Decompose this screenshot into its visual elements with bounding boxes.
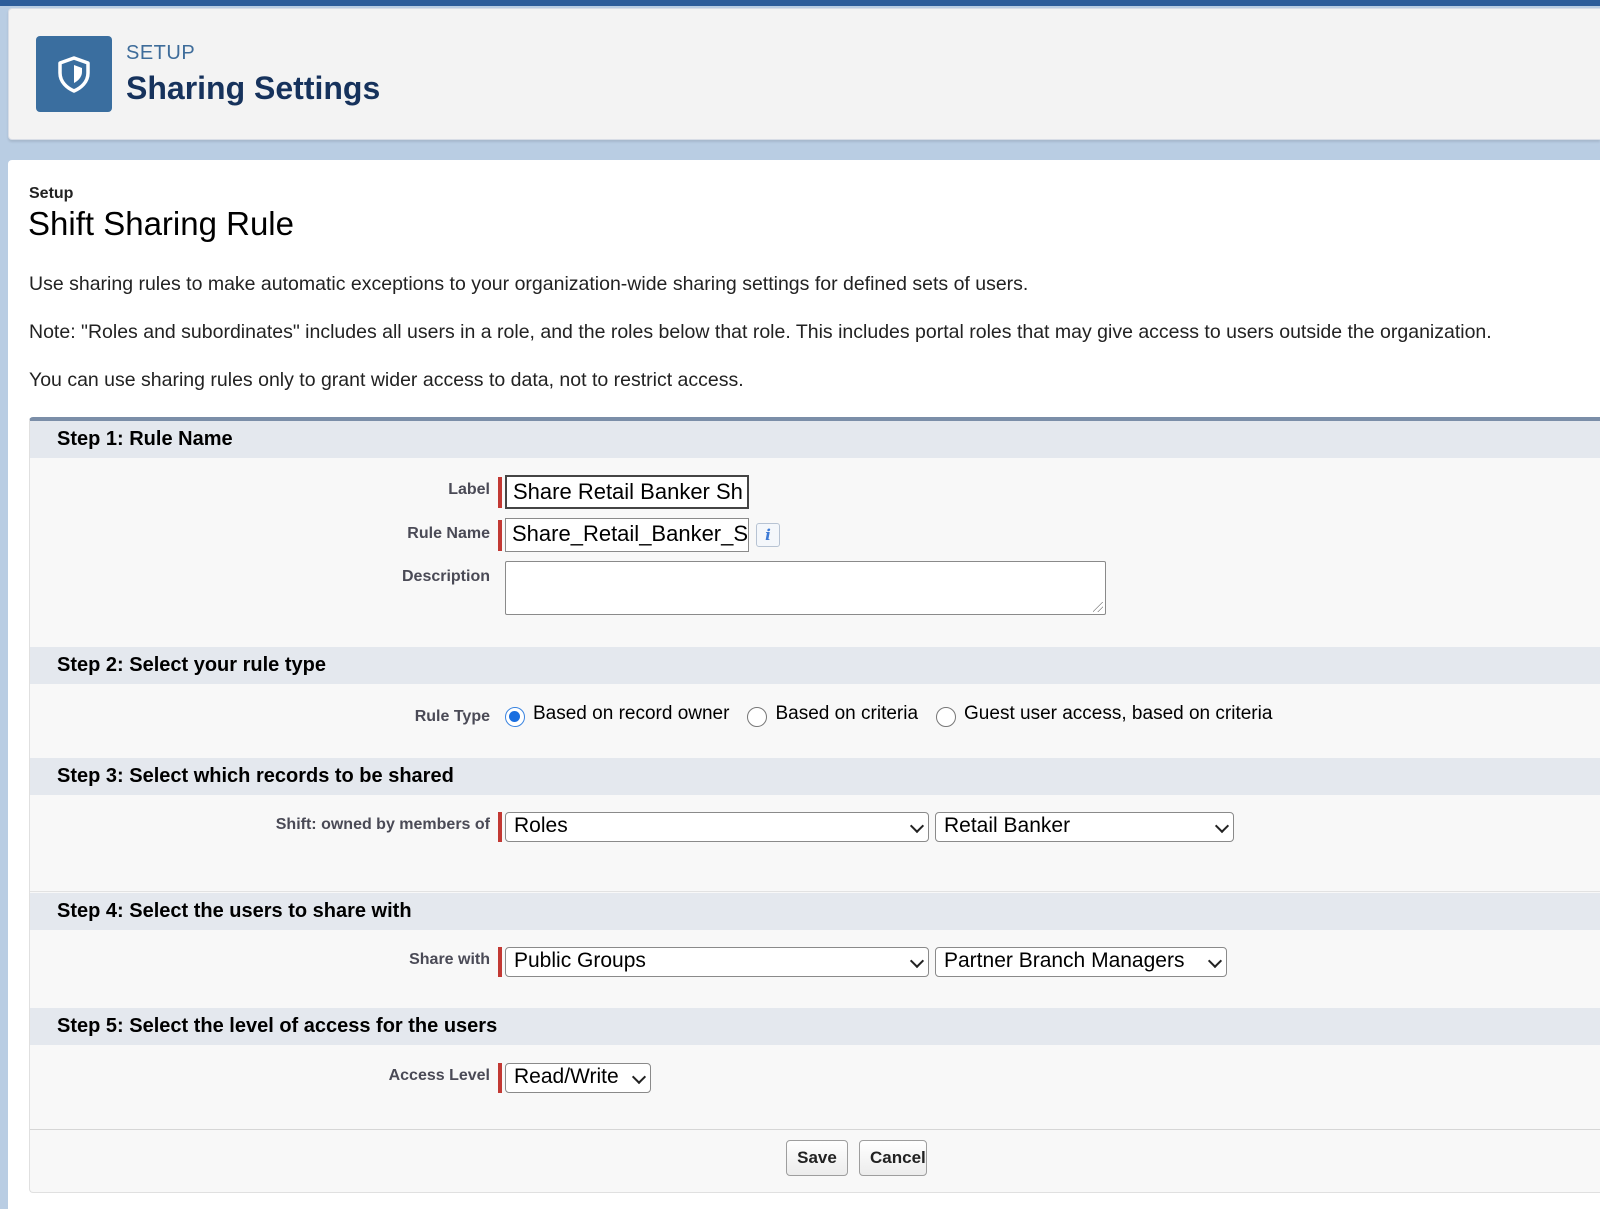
required-marker <box>498 520 502 551</box>
header-title: Sharing Settings <box>126 70 381 106</box>
page-header <box>8 8 1600 140</box>
description-textarea[interactable] <box>505 561 1106 615</box>
select-value: Roles <box>514 814 568 837</box>
info-icon[interactable]: i <box>756 523 780 547</box>
required-marker <box>498 812 502 842</box>
owned-by-field-label: Shift: owned by members of <box>275 816 490 833</box>
chevron-down-icon <box>632 1070 646 1084</box>
radio-record-owner[interactable] <box>505 703 729 725</box>
step5-header: Step 5: Select the level of access for the users <box>30 1008 1600 1045</box>
radio-criteria[interactable] <box>747 703 918 725</box>
radio-button[interactable] <box>747 707 767 727</box>
top-accent-bar <box>0 0 1600 6</box>
select-value: Public Groups <box>514 949 646 972</box>
label-field-label: Label <box>448 481 490 498</box>
owner-type-select[interactable] <box>505 812 929 842</box>
description-field-label: Description <box>401 568 490 585</box>
rule-type-field-label: Rule Type <box>414 708 490 725</box>
select-value: Read/Write <box>514 1065 619 1088</box>
select-value: Partner Branch Managers <box>944 949 1185 972</box>
shield-icon <box>36 36 112 112</box>
header-eyebrow: SETUP <box>126 42 196 64</box>
required-marker <box>498 947 502 977</box>
divider <box>30 891 1600 892</box>
share-with-member-select[interactable] <box>935 947 1227 977</box>
breadcrumb: Setup <box>29 185 74 202</box>
required-marker <box>498 477 502 508</box>
cancel-button[interactable]: Cancel <box>859 1140 927 1176</box>
main-content <box>8 160 1600 1209</box>
share-with-type-select[interactable] <box>505 947 929 977</box>
access-level-field-label: Access Level <box>388 1067 490 1084</box>
restriction-paragraph: You can use sharing rules only to grant wider access to data, not to restrict access. <box>29 369 744 391</box>
intro-paragraph: Use sharing rules to make automatic exceptions to your organization-wide sharing settings for defined sets of users. <box>29 273 1029 295</box>
step3-header: Step 3: Select which records to be shared <box>30 758 1600 795</box>
sharing-rule-form <box>29 417 1600 1193</box>
resize-grip-icon[interactable] <box>1093 602 1103 612</box>
rule-name-field-label: Rule Name <box>407 525 490 542</box>
step2-header: Step 2: Select your rule type <box>30 647 1600 684</box>
radio-guest-user[interactable] <box>936 703 1272 725</box>
radio-label: Based on record owner <box>533 703 730 724</box>
step1-header: Step 1: Rule Name <box>30 421 1600 458</box>
share-with-field-label: Share with <box>409 951 490 968</box>
chevron-down-icon <box>1215 819 1229 833</box>
chevron-down-icon <box>1208 954 1222 968</box>
step4-header: Step 4: Select the users to share with <box>30 893 1600 930</box>
rule-name-input[interactable]: Share_Retail_Banker_S <box>505 518 749 552</box>
owner-member-select[interactable] <box>935 812 1234 842</box>
required-marker <box>498 1063 502 1093</box>
chevron-down-icon <box>910 954 924 968</box>
save-button[interactable]: Save <box>786 1140 848 1176</box>
note-paragraph: Note: "Roles and subordinates" includes all users in a role, and the roles below that role. This includes portal roles that may give access to users outside the organization. <box>29 321 1492 343</box>
rule-type-radio-group <box>505 703 1290 725</box>
page-title: Shift Sharing Rule <box>28 205 294 242</box>
radio-label: Guest user access, based on criteria <box>964 703 1273 724</box>
radio-button-checked[interactable] <box>505 707 525 727</box>
chevron-down-icon <box>910 819 924 833</box>
label-input[interactable]: Share Retail Banker Sh <box>505 475 749 509</box>
radio-label: Based on criteria <box>775 703 919 724</box>
access-level-select[interactable] <box>505 1063 651 1093</box>
select-value: Retail Banker <box>944 814 1071 837</box>
divider <box>30 1129 1600 1130</box>
radio-button[interactable] <box>936 707 956 727</box>
